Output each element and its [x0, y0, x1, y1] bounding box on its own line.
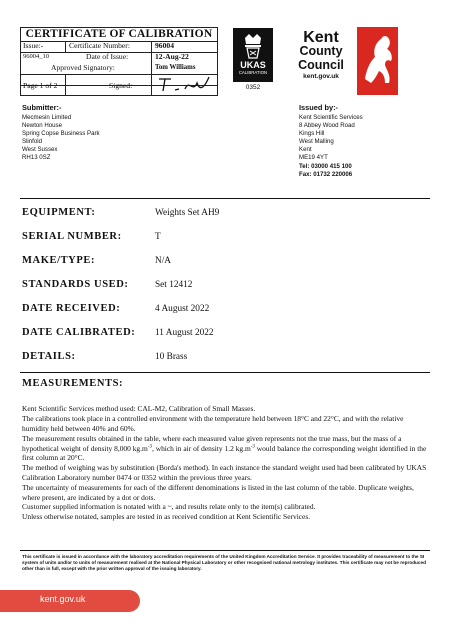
submitter-line: Slinfold	[22, 138, 42, 146]
standards-used-value: Set 12412	[155, 280, 193, 290]
ukas-sub: CALIBRATION	[238, 70, 268, 75]
divider	[20, 372, 430, 373]
kcc-line3: Council	[298, 58, 344, 72]
page-label: Page 1 of 2	[23, 81, 58, 90]
submitter-line: Mecmesin Limited	[22, 114, 72, 121]
issuer-line: ME19 4YT	[299, 154, 328, 162]
results-text-b: , which in air of density 1.2 kg.m	[151, 443, 251, 453]
kcc-line1: Kent	[303, 29, 339, 46]
equipment-label: EQUIPMENT:	[22, 207, 96, 218]
date-received-value: 4 August 2022	[155, 304, 210, 314]
issuer-line: Kent Scientific Services	[299, 114, 363, 121]
ukas-number: 0352	[245, 84, 261, 91]
submitter-heading: Submitter:-	[22, 103, 62, 112]
date-of-issue-value: 12-Aug-22	[155, 52, 189, 61]
divider	[65, 41, 66, 52]
measurements-weighing-method: The method of weighing was by substitution (Borda's method). In each instance the standard weight used had been calibrated by UKAS Calibration Laboratory number 0474 or 0352 within the previous three years.	[22, 463, 427, 482]
measurements-customer-info: Customer supplied information is notated with a ~, and results relate only to the item(s) calibrated.	[22, 502, 316, 511]
ukas-text: UKAS	[240, 60, 266, 70]
date-received-label: DATE RECEIVED:	[22, 303, 121, 314]
measurements-method: Kent Scientific Services method used: CAL-M2, Calibration of Small Masses.	[22, 404, 256, 413]
signed-label: Signed:	[109, 81, 133, 90]
serial-number-label: SERIAL NUMBER:	[22, 231, 122, 242]
approved-signatory-value: Tom Williams	[155, 64, 196, 71]
issuer-line: West Malling	[299, 138, 334, 146]
results-text-a: The measurement results obtained in the table, where each measured value given represents not the true mass, but the mass of a hypothetical weight of density 8,000 kg.m	[22, 434, 402, 453]
approved-signatory-label: Approved Signatory:	[51, 63, 115, 72]
divider	[20, 198, 430, 199]
issuer-tel: Tel: 03000 415 100	[299, 162, 352, 170]
submitter-line: RH13 0SZ	[22, 154, 51, 162]
make-type-label: MAKE/TYPE:	[22, 255, 96, 266]
details-value: 10 Brass	[155, 352, 188, 362]
serial-number-value: T	[155, 232, 161, 242]
superscript: -3	[147, 444, 152, 450]
ukas-logo	[233, 28, 273, 82]
divider	[151, 41, 152, 96]
submitter-line: Newton House	[22, 122, 62, 130]
divider	[20, 550, 430, 551]
divider	[65, 74, 66, 96]
measurements-environment: The calibrations took place in a controlled environment with the temperature held between 18°C and 22°C, and with the relative humidity held between 40% and 60%.	[22, 414, 404, 433]
equipment-value: Weights Set AH9	[155, 208, 220, 218]
certificate-title: CERTIFICATE OF CALIBRATION	[21, 28, 217, 42]
measurements-uncertainty: The uncertainty of measurements for each of the different denominations is listed in the last column of the table. Duplicate weights, where present, are indicated by a dot or dots.	[22, 483, 414, 502]
accreditation-footnote: This certificate is issued in accordance with the laboratory accreditation requirements of the United Kingdom Accreditation Service. It provides traceability of measurement to the SI system of units and/or to units of measurement realised at the National Physical Laboratory or other recognised national metrology institutes. This certificate may not be reproduced other than in full, except with the prior written approval of the issuing laboratory.	[22, 554, 426, 571]
issuer-line: Kent	[299, 146, 312, 154]
kcc-horse-emblem	[357, 27, 398, 95]
date-calibrated-label: DATE CALIBRATED:	[22, 327, 136, 338]
details-label: DETAILS:	[22, 351, 76, 362]
submitter-address	[22, 114, 100, 163]
measurements-results	[22, 434, 430, 463]
kcc-wordmark	[286, 30, 356, 82]
issuer-line: Kings Hill	[299, 130, 325, 138]
issue-label: Issue:-	[23, 41, 44, 50]
kcc-url: kent.gov.uk	[303, 73, 339, 80]
date-calibrated-value: 11 August 2022	[155, 328, 214, 338]
measurements-heading: MEASUREMENTS:	[22, 378, 124, 389]
certificate-header-box	[20, 27, 218, 96]
submitter-line: Spring Copse Business Park	[22, 130, 100, 138]
measurements-condition: Unless otherwise notated, samples are tested in as received condition at Kent Scientific Services.	[22, 512, 311, 521]
issue-value: 96004_10	[23, 53, 49, 60]
issuer-heading: Issued by:-	[299, 103, 339, 112]
kcc-line2: County	[299, 44, 343, 58]
superscript: -3	[250, 444, 255, 450]
signature-image	[153, 73, 215, 95]
cert-number-label: Certificate Number:	[69, 41, 130, 50]
cert-number-value: 96004	[155, 41, 174, 50]
results-text-c: would balance the corresponding weight identified in the first column at 20°C.	[22, 443, 427, 463]
standards-used-label: STANDARDS USED:	[22, 279, 129, 290]
horse-icon	[357, 27, 398, 95]
issuer-address	[299, 114, 363, 179]
issuer-fax: Fax: 01732 220006	[299, 170, 353, 178]
date-of-issue-label: Date of Issue:	[86, 52, 129, 61]
submitter-line: West Sussex	[22, 146, 58, 154]
crown-icon	[233, 28, 273, 60]
make-type-value: N/A	[155, 256, 172, 266]
issuer-line: 8 Abbey Wood Road	[299, 122, 355, 130]
footer-link[interactable]: kent.gov.uk	[40, 594, 86, 604]
